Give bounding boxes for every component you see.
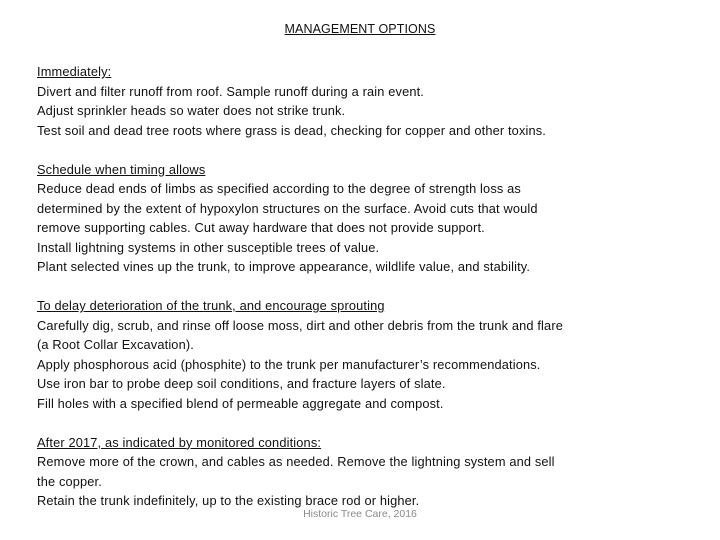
list-item: Plant selected vines up the trunk, to improve appearance, wildlife value, and stability. (37, 259, 531, 274)
list-item: Retain the trunk indefinitely, up to the existing brace rod or higher. (37, 493, 420, 508)
list-item: determined by the extent of hypoxylon structures on the surface. Avoid cuts that would (37, 200, 538, 216)
content (37, 62, 637, 530)
list-item: Divert and filter runoff from roof. Sample runoff during a rain event. (37, 83, 425, 99)
footer-credit: Historic Tree Care, 2016 (303, 508, 417, 520)
list-item: Carefully dig, scrub, and rinse off loose moss, dirt and other debris from the trunk and flare (37, 317, 563, 333)
section-schedule (37, 160, 637, 277)
section-heading: To delay deterioration of the trunk, and encourage sprouting (37, 298, 385, 313)
list-item: Adjust sprinkler heads so water does not strike trunk. (37, 103, 346, 118)
page-title: MANAGEMENT OPTIONS (284, 22, 436, 36)
list-item: Reduce dead ends of limbs as specified according to the degree of strength loss as (37, 181, 521, 196)
section-immediately (37, 62, 637, 140)
list-item: Remove more of the crown, and cables as needed. Remove the lightning system and sell (37, 454, 555, 469)
list-item: remove supporting cables. Cut away hardware that does not provide support. (37, 220, 485, 235)
section-delay-deterioration (37, 296, 637, 413)
list-item: Test soil and dead tree roots where grass is dead, checking for copper and other toxins. (37, 122, 547, 138)
section-heading: Immediately: (37, 64, 112, 79)
section-heading: After 2017, as indicated by monitored conditions: (37, 434, 322, 450)
list-item: (a Root Collar Excavation). (37, 337, 194, 352)
list-item: Apply phosphorous acid (phosphite) to the trunk per manufacturer’s recommendations. (37, 356, 541, 372)
list-item: Install lightning systems in other susceptible trees of value. (37, 239, 380, 255)
list-item: Use iron bar to probe deep soil conditions, and fracture layers of slate. (37, 376, 446, 391)
section-after-2017 (37, 433, 637, 511)
list-item: the copper. (37, 473, 102, 489)
list-item: Fill holes with a specified blend of permeable aggregate and compost. (37, 395, 444, 411)
section-heading: Schedule when timing allows (37, 161, 206, 177)
